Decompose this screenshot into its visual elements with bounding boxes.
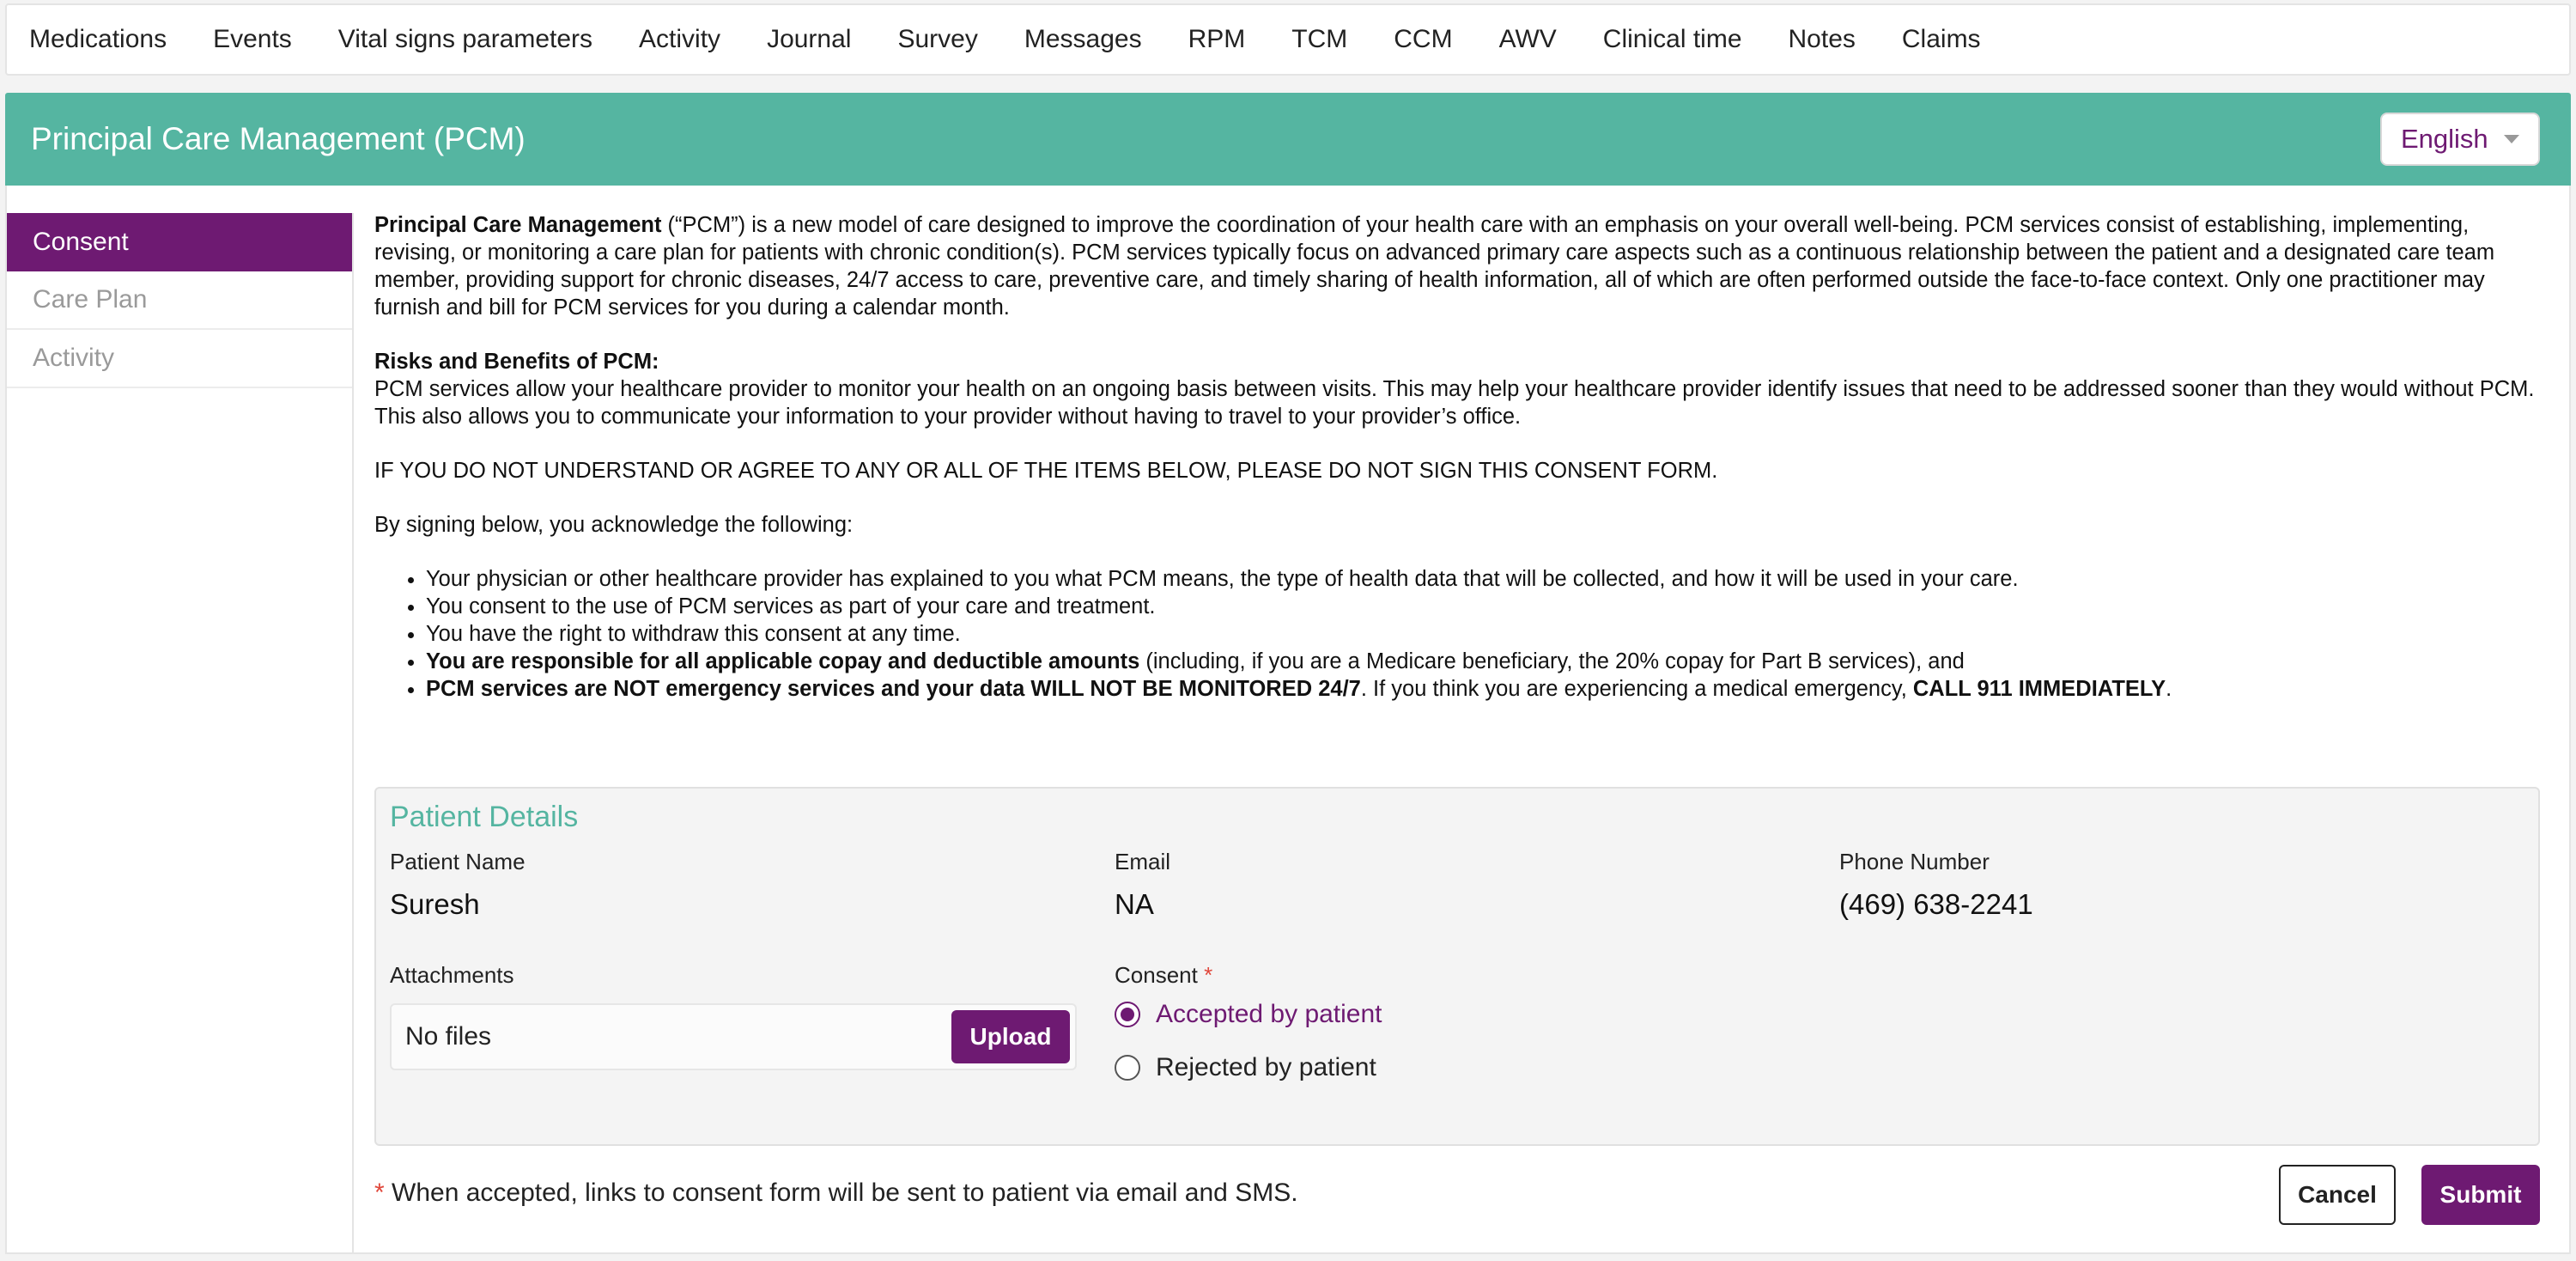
patient-name-label: Patient Name (390, 849, 526, 874)
list-item: • You consent to the use of PCM services as part of your care and treatment. (426, 593, 2540, 620)
acknowledge-text: By signing below, you acknowledge the following: (374, 513, 854, 537)
attachments-value: No files (405, 1022, 492, 1051)
attachments-field[interactable] (390, 1003, 1077, 1070)
bullet5-end: . (2166, 677, 2172, 701)
cancel-button[interactable]: Cancel (2279, 1165, 2396, 1225)
language-select[interactable] (2380, 113, 2540, 166)
nav-activity[interactable]: Activity (639, 25, 721, 53)
nav-journal[interactable]: Journal (767, 25, 852, 53)
list-item: • You have the right to withdraw this consent at any time. (426, 620, 2540, 648)
list-item (426, 675, 2540, 703)
page-title: Principal Care Management (PCM) (31, 121, 526, 156)
bullet5-bold: PCM services are NOT emergency services and your data WILL NOT BE MONITORED 24/7 (426, 677, 1361, 701)
submit-button[interactable]: Submit (2421, 1165, 2540, 1225)
attachments-label: Attachments (390, 962, 514, 988)
list-item (426, 648, 2540, 675)
patient-details-title: Patient Details (390, 801, 579, 833)
nav-notes[interactable]: Notes (1788, 25, 1856, 53)
email-value: NA (1115, 888, 1154, 920)
sidebar (7, 213, 354, 1252)
intro-paragraph (374, 211, 2540, 321)
consent-label-text: Consent (1115, 962, 1198, 988)
nav-ccm[interactable]: CCM (1394, 25, 1453, 53)
nav-tcm[interactable]: TCM (1291, 25, 1348, 53)
nav-events[interactable]: Events (213, 25, 292, 53)
radio-accepted-label: Accepted by patient (1156, 1000, 1382, 1028)
radio-unchecked-icon[interactable] (1115, 1055, 1140, 1081)
nav-claims[interactable]: Claims (1901, 25, 1981, 53)
risks-heading: Risks and Benefits of PCM: (374, 350, 659, 374)
nav-clinical-time[interactable]: Clinical time (1602, 25, 1742, 53)
email-label: Email (1115, 849, 1171, 874)
language-value: English (2401, 124, 2488, 154)
patient-details-card (374, 787, 2540, 1146)
radio-rejected-label: Rejected by patient (1156, 1053, 1376, 1081)
sidebar-item-care-plan[interactable]: Care Plan (7, 271, 352, 330)
sidebar-item-activity[interactable]: Activity (7, 330, 352, 388)
bullet5-mid: . If you think you are experiencing a medical emergency, (1360, 677, 1913, 701)
risks-paragraph (374, 348, 2540, 430)
upload-button[interactable]: Upload (951, 1010, 1070, 1063)
phone-label: Phone Number (1839, 849, 1990, 874)
bullet4-bold: You are responsible for all applicable copay and deductible amounts (426, 649, 1140, 673)
radio-accepted[interactable] (1115, 1000, 1382, 1029)
footnote (374, 1179, 1298, 1208)
risks-body: PCM services allow your healthcare provider to monitor your health on an ongoing basis between visits. This may help your healthcare provider identify issues that need to be addressed sooner than they would without PCM. This also allows you to communicate your information to your provider without having to travel to your provider’s office. (374, 377, 2535, 429)
nav-survey[interactable]: Survey (897, 25, 978, 53)
radio-rejected[interactable] (1115, 1053, 1376, 1082)
top-nav (5, 3, 2571, 76)
nav-awv[interactable]: AWV (1498, 25, 1557, 53)
bullet4-rest: (including, if you are a Medicare beneficiary, the 20% copay for Part B services), and (1139, 649, 1965, 673)
warning-text: IF YOU DO NOT UNDERSTAND OR AGREE TO ANY OR ALL OF THE ITEMS BELOW, PLEASE DO NOT SIGN THIS CONSENT FORM. (374, 459, 1718, 483)
bullet5-bold2: CALL 911 IMMEDIATELY (1912, 677, 2166, 701)
required-mark: * (1204, 962, 1213, 988)
consent-label (1115, 962, 1212, 989)
phone-value: (469) 638-2241 (1839, 888, 2033, 920)
radio-checked-icon[interactable] (1115, 1002, 1140, 1027)
list-item: • Your physician or other healthcare provider has explained to you what PCM means, the type of health data that will be collected, and how it will be used in your care. (426, 565, 2540, 593)
nav-vital-signs-parameters[interactable]: Vital signs parameters (337, 25, 593, 53)
nav-medications[interactable]: Medications (29, 25, 167, 53)
intro-bold: Principal Care Management (374, 213, 662, 237)
acknowledge-list (374, 565, 2540, 703)
chevron-down-icon (2504, 135, 2519, 143)
sidebar-item-consent[interactable]: Consent (7, 213, 352, 271)
page-header (5, 93, 2571, 186)
footnote-text: When accepted, links to consent form will be sent to patient via email and SMS. (384, 1179, 1298, 1207)
consent-text (374, 211, 2540, 703)
intro-rest: (“PCM”) is a new model of care designed to improve the coordination of your health care with an emphasis on your overall well-being. PCM services consist of establishing, implementing, revising, or monitoring a care plan for patients with chronic condition(s). PCM services typically focus on advanced primary care aspects such as a continuous relationship between the patient and a designated care team member, providing support for chronic diseases, 24/7 access to care, preventive care, and timely sharing of health information, all of which are often performed outside the face-to-face context. Only one practitioner may furnish and bill for PCM services for you during a calendar month. (374, 213, 2495, 320)
nav-messages[interactable]: Messages (1024, 25, 1142, 53)
patient-name-value: Suresh (390, 888, 480, 920)
nav-rpm[interactable]: RPM (1188, 25, 1246, 53)
footnote-mark: * (374, 1179, 385, 1207)
